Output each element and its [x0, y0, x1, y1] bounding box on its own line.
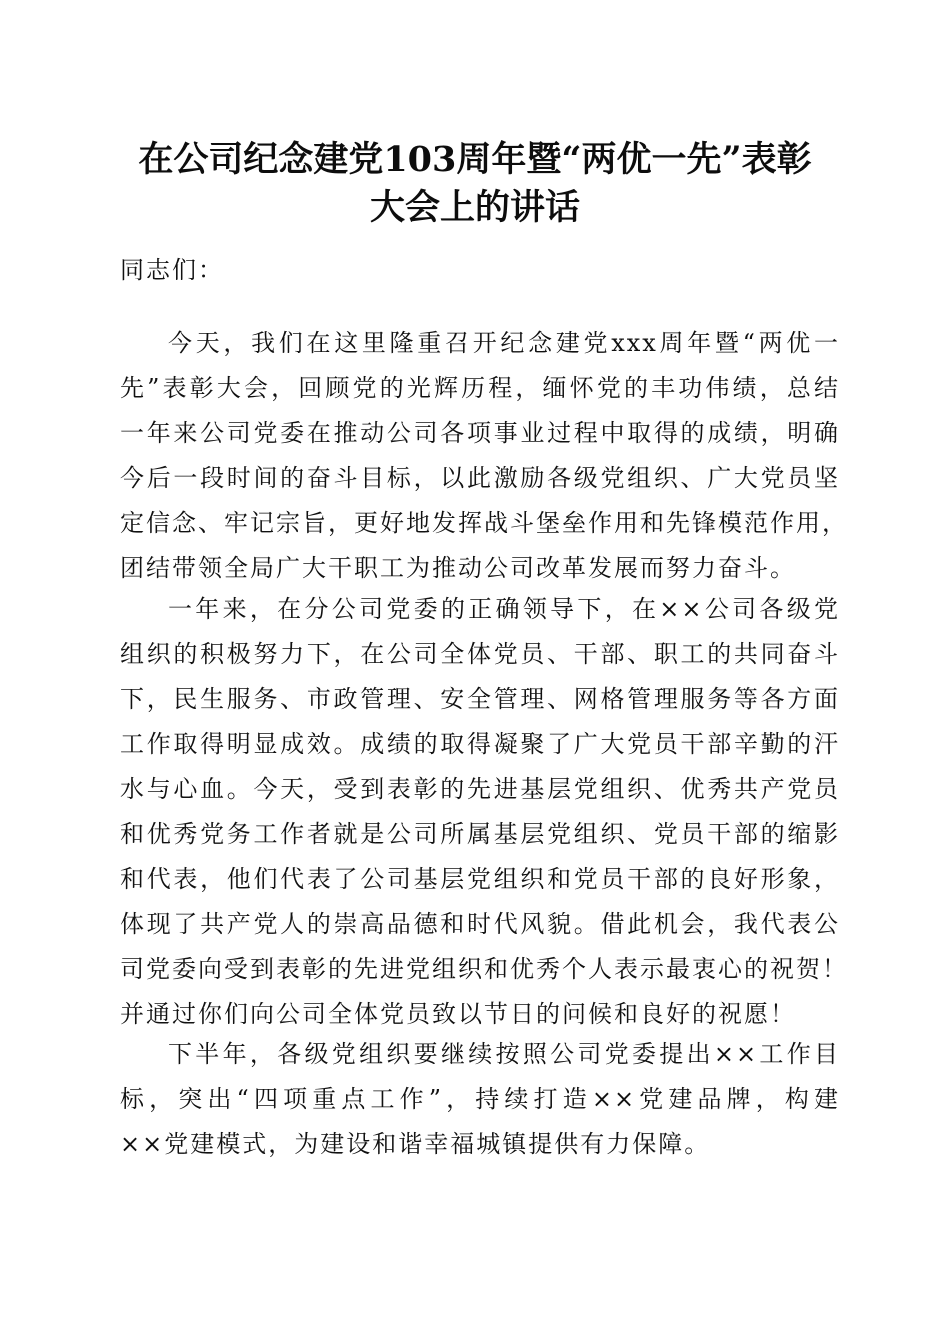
paragraph-line: 今天，我们在这里隆重召开纪念建党xxx周年暨“两优一 [168, 329, 840, 357]
paragraph-line: 标，突出“四项重点工作”，持续打造××党建品牌，构建 [120, 1085, 840, 1113]
paragraph-outlook [120, 1032, 840, 1167]
paragraph-review [120, 587, 848, 1037]
paragraph-line: 一年来，在分公司党委的正确领导下，在××公司各级党 [168, 595, 840, 623]
paragraph-line: 下，民生服务、市政管理、安全管理、网格管理服务等各方面 [120, 685, 840, 713]
paragraph-line: 组织的积极努力下，在公司全体党员、干部、职工的共同奋斗 [120, 640, 840, 668]
paragraph-opening [120, 321, 848, 591]
paragraph-line: 定信念、牢记宗旨，更好地发挥战斗堡垒作用和先锋模范作用， [120, 509, 848, 537]
paragraph-line: 今后一段时间的奋斗目标，以此激励各级党组织、广大党员坚 [120, 464, 840, 492]
paragraph-line: ××党建模式，为建设和谐幸福城镇提供有力保障。 [120, 1130, 711, 1158]
paragraph-line: 团结带领全局广大干职工为推动公司改革发展而努力奋斗。 [120, 554, 796, 582]
paragraph-line: 司党委向受到表彰的先进党组织和优秀个人表示最衷心的祝贺！ [120, 955, 848, 983]
paragraph-line: 先”表彰大会，回顾党的光辉历程，缅怀党的丰功伟绩，总结 [120, 374, 840, 402]
paragraph-line: 水与心血。今天，受到表彰的先进基层党组织、优秀共产党员 [120, 775, 840, 803]
paragraph-line: 体现了共产党人的崇高品德和时代风貌。借此机会，我代表公 [120, 910, 840, 938]
paragraph-line: 一年来公司党委在推动公司各项事业过程中取得的成绩，明确 [120, 419, 840, 447]
document-title [110, 136, 840, 232]
paragraph-line: 工作取得明显成效。成绩的取得凝聚了广大党员干部辛勤的汗 [120, 730, 840, 758]
title-line: 在公司纪念建党103周年暨“两优一先”表彰 [138, 139, 812, 180]
paragraph-line: 并通过你们向公司全体党员致以节日的问候和良好的祝愿！ [120, 1000, 796, 1028]
greeting: 同志们： [120, 256, 224, 284]
paragraph-line: 和代表，他们代表了公司基层党组织和党员干部的良好形象， [120, 865, 840, 893]
paragraph-line: 和优秀党务工作者就是公司所属基层党组织、党员干部的缩影 [120, 820, 840, 848]
paragraph-line: 下半年，各级党组织要继续按照公司党委提出××工作目 [168, 1040, 840, 1068]
title-line: 大会上的讲话 [369, 187, 580, 228]
